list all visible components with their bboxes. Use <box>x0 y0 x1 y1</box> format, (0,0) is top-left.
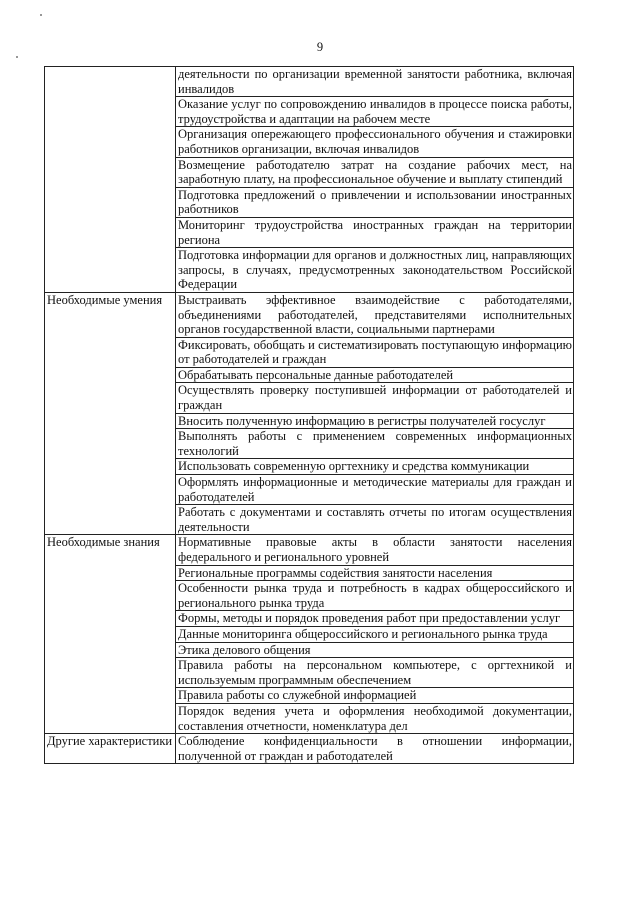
row-text: Возмещение работодателю затрат на создание рабочих мест, на заработную плату, на профессиональное обучение и выплату стипендий <box>176 157 574 187</box>
row-text: Региональные программы содействия занятости населения <box>176 565 574 581</box>
row-text: Оформлять информационные и методические материалы для граждан и работодателей <box>176 475 574 505</box>
row-text: Обрабатывать персональные данные работодателей <box>176 367 574 383</box>
row-text: Работать с документами и составлять отчеты по итогам осуществления деятельности <box>176 505 574 535</box>
table-row <box>45 535 574 565</box>
row-text: Нормативные правовые акты в области занятости населения федерального и регионального уровней <box>176 535 574 565</box>
row-label-skills: Необходимые умения <box>45 292 176 535</box>
page-number: 9 <box>316 40 324 54</box>
table-row <box>45 292 574 337</box>
row-text: Осуществлять проверку поступившей информации от работодателей и граждан <box>176 383 574 413</box>
specification-table <box>44 66 574 764</box>
row-text: Этика делового общения <box>176 642 574 658</box>
table-row <box>45 734 574 764</box>
row-text: Использовать современную оргтехнику и средства коммуникации <box>176 459 574 475</box>
row-text: Подготовка информации для органов и должностных лиц, направляющих запросы, в случаях, предусмотренных законодательством Российской Федерации <box>176 248 574 293</box>
row-text: Фиксировать, обобщать и систематизировать поступающую информацию от работодателей и граждан <box>176 337 574 367</box>
row-text: Соблюдение конфиденциальности в отношении информации, полученной от граждан и работодателей <box>176 734 574 764</box>
scan-speck <box>40 14 42 16</box>
row-text: Порядок ведения учета и оформления необходимой документации, составления отчетности, номенклатура дел <box>176 703 574 733</box>
row-text: Вносить полученную информацию в регистры получателей госуслуг <box>176 413 574 429</box>
row-label-other: Другие характеристики <box>45 734 176 764</box>
row-text: деятельности по организации временной занятости работника, включая инвалидов <box>176 67 574 97</box>
scan-speck <box>16 56 18 58</box>
row-text: Выстраивать эффективное взаимодействие с работодателями, объединениями работодателей, представителями исполнительных органов государственной власти, социальными партнерами <box>176 292 574 337</box>
row-text: Формы, методы и порядок проведения работ при предоставлении услуг <box>176 611 574 627</box>
row-text: Правила работы на персональном компьютере, с оргтехникой и используемым программным обеспечением <box>176 658 574 688</box>
table-row <box>45 67 574 97</box>
row-text: Оказание услуг по сопровождению инвалидов в процессе поиска работы, трудоустройства и адаптации на рабочем месте <box>176 97 574 127</box>
row-text: Данные мониторинга общероссийского и регионального рынка труда <box>176 626 574 642</box>
row-text: Особенности рынка труда и потребность в кадрах общероссийского и регионального рынка труда <box>176 581 574 611</box>
row-text: Правила работы со служебной информацией <box>176 688 574 704</box>
row-text: Подготовка предложений о привлечении и использовании иностранных работников <box>176 187 574 217</box>
row-text: Выполнять работы с применением современных информационных технологий <box>176 429 574 459</box>
row-label <box>45 67 176 293</box>
row-text: Мониторинг трудоустройства иностранных граждан на территории региона <box>176 217 574 247</box>
row-label-knowledge: Необходимые знания <box>45 535 176 734</box>
row-text: Организация опережающего профессионального обучения и стажировки работников организации, включая инвалидов <box>176 127 574 157</box>
